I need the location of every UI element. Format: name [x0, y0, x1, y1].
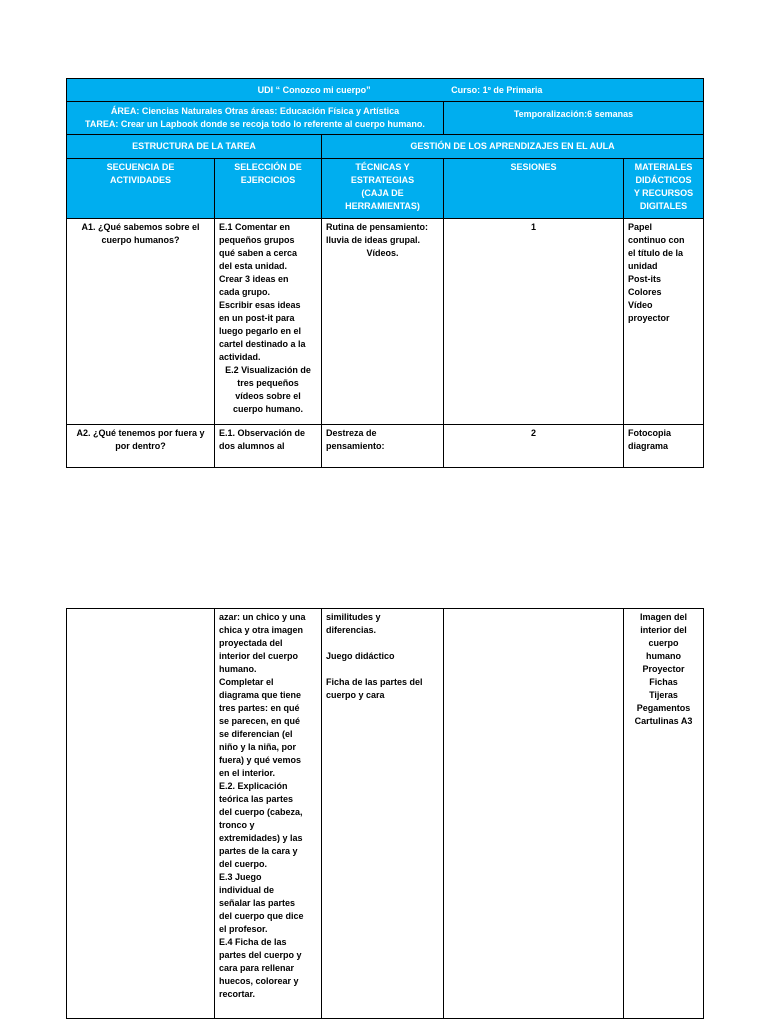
col-tecnicas: TÉCNICAS Y ESTRATEGIAS (CAJA DE HERRAMIENTAS) — [322, 159, 444, 219]
area-line: ÁREA: Ciencias Naturales Otras áreas: Educación Física y Artística — [110, 106, 400, 116]
actividad-cell: A1. ¿Qué sabemos sobre el cuerpo humanos? — [67, 219, 215, 425]
tecnicas-cell: similitudes y diferencias. Juego didáctico Ficha de las partes del cuerpo y cara — [322, 609, 444, 1019]
estructura-header: ESTRUCTURA DE LA TAREA — [67, 135, 322, 159]
sesiones-cell: 2 — [444, 425, 624, 468]
col-materiales: MATERIALES DIDÁCTICOS Y RECURSOS DIGITALES — [624, 159, 704, 219]
materiales-cell: Imagen del interior del cuerpo humano Proyector Fichas Tijeras Pegamentos Cartulinas A3 — [624, 609, 704, 1019]
ejercicios-cell: E.1 Comentar en pequeños grupos qué saben a cerca del esta unidad. Crear 3 ideas en cada grupo. Escribir esas ideas en un post-it para luego pegarlo en el cartel destinado a la actividad. E.2 Visualización de tres pequeños vídeos sobre el cuerpo humano. — [215, 219, 322, 425]
curso-label: Curso: 1º de Primaria — [451, 84, 543, 95]
area-tarea-cell — [67, 102, 444, 135]
planning-table — [66, 78, 704, 468]
tecnicas-cell: Destreza de pensamiento: — [322, 425, 444, 468]
ejercicios-cell: E.1. Observación de dos alumnos al — [215, 425, 322, 468]
actividad-cell: A2. ¿Qué tenemos por fuera y por dentro? — [67, 425, 215, 468]
table-row — [67, 425, 704, 468]
sesiones-cell: 1 — [444, 219, 624, 425]
col-sesiones: SESIONES — [444, 159, 624, 219]
table-row — [67, 219, 704, 425]
sesiones-cell — [444, 609, 624, 1019]
actividad-cell — [67, 609, 215, 1019]
gestion-header: GESTIÓN DE LOS APRENDIZAJES EN EL AULA — [322, 135, 704, 159]
materiales-cell: Fotocopia diagrama — [624, 425, 704, 468]
udi-header-row — [67, 79, 704, 102]
tarea-line: TAREA: Crear un Lapbook donde se recoja todo lo referente al cuerpo humano. — [85, 119, 425, 129]
udi-title: UDI “ Conozco mi cuerpo” — [257, 84, 371, 95]
col-seleccion: SELECCIÓN DE EJERCICIOS — [215, 159, 322, 219]
table-row — [67, 609, 704, 1019]
tecnicas-cell: Rutina de pensamiento: lluvia de ideas grupal. Vídeos. — [322, 219, 444, 425]
planning-table-continuation — [66, 608, 704, 1019]
col-secuencia: SECUENCIA DE ACTIVIDADES — [67, 159, 215, 219]
materiales-cell: Papel continuo con el título de la unidad Post-its Colores Vídeo proyector — [624, 219, 704, 425]
temporalizacion-cell: Temporalización:6 semanas — [444, 102, 704, 135]
ejercicios-cell: azar: un chico y una chica y otra imagen proyectada del interior del cuerpo humano. Completar el diagrama que tiene tres partes: en qué se parecen, en qué se diferencian (el niño y la niña, por fuera) y qué vemos en el interior. E.2. Explicación teórica las partes del cuerpo (cabeza, tronco y extremidades) y las partes de la cara y del cuerpo. E.3 Juego individual de señalar las partes del cuerpo que dice el profesor. E.4 Ficha de las partes del cuerpo y cara para rellenar huecos, colorear y recortar. — [215, 609, 322, 1019]
